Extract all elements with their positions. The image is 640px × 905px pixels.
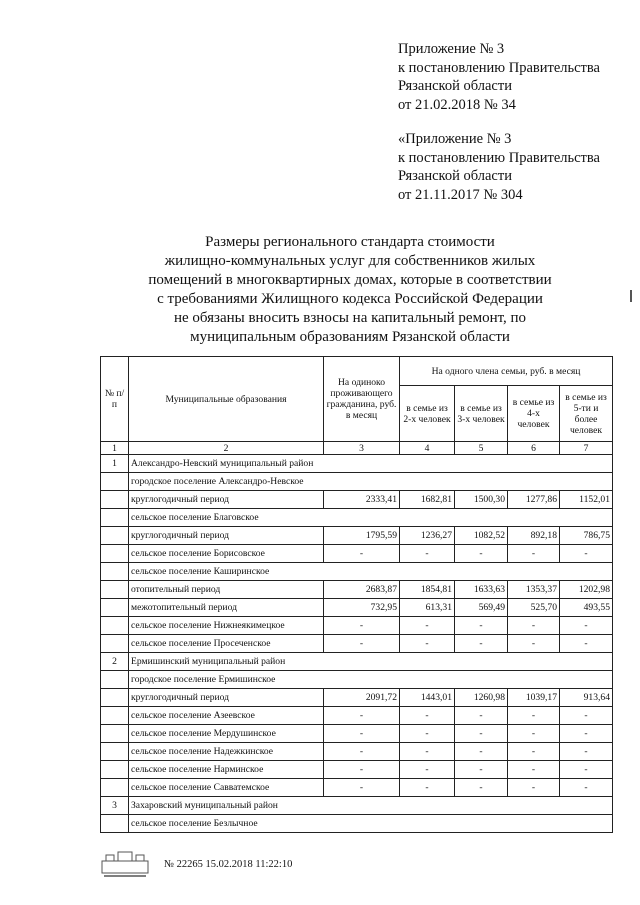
value-cell: - bbox=[400, 743, 455, 761]
value-cell: 786,75 bbox=[560, 527, 613, 545]
row-number bbox=[101, 509, 129, 527]
table-row bbox=[101, 527, 613, 545]
row-number bbox=[101, 689, 129, 707]
index-row bbox=[101, 442, 613, 455]
value-cell: - bbox=[400, 635, 455, 653]
municipality-name: сельское поселение Просеченское bbox=[129, 635, 324, 653]
value-cell: 1082,52 bbox=[455, 527, 508, 545]
table-row bbox=[101, 473, 613, 491]
row-number bbox=[101, 491, 129, 509]
row-number bbox=[101, 617, 129, 635]
row-number bbox=[101, 743, 129, 761]
tariff-table bbox=[100, 356, 613, 833]
value-cell: 1152,01 bbox=[560, 491, 613, 509]
table-row bbox=[101, 509, 613, 527]
value-cell: 1443,01 bbox=[400, 689, 455, 707]
index-cell: 2 bbox=[129, 442, 324, 455]
value-cell: - bbox=[508, 635, 560, 653]
header-family2: в семье из 2-х человек bbox=[400, 386, 455, 442]
row-number bbox=[101, 563, 129, 581]
table-row bbox=[101, 707, 613, 725]
value-cell: 1202,98 bbox=[560, 581, 613, 599]
value-cell: 2683,87 bbox=[324, 581, 400, 599]
appendix-line: Приложение № 3 bbox=[398, 41, 505, 57]
value-cell: 1039,17 bbox=[508, 689, 560, 707]
value-cell: 2333,41 bbox=[324, 491, 400, 509]
header-num: № п/п bbox=[101, 357, 129, 442]
table-row bbox=[101, 581, 613, 599]
value-cell: 1500,30 bbox=[455, 491, 508, 509]
value-cell: - bbox=[455, 707, 508, 725]
value-cell: - bbox=[400, 707, 455, 725]
table-row bbox=[101, 671, 613, 689]
header-municipality: Муниципальные образования bbox=[129, 357, 324, 442]
district-name: Ермишинский муниципальный район bbox=[129, 653, 613, 671]
value-cell: - bbox=[508, 617, 560, 635]
value-cell: 1633,63 bbox=[455, 581, 508, 599]
index-cell: 5 bbox=[455, 442, 508, 455]
appendix-line: к постановлению Правительства bbox=[398, 149, 600, 166]
value-cell: 1353,37 bbox=[508, 581, 560, 599]
municipality-name: сельское поселение Надежкинское bbox=[129, 743, 324, 761]
value-cell: - bbox=[324, 635, 400, 653]
index-cell: 4 bbox=[400, 442, 455, 455]
index-cell: 3 bbox=[324, 442, 400, 455]
title-line: не обязаны вносить взносы на капитальный ремонт, по bbox=[173, 310, 527, 326]
row-number bbox=[101, 635, 129, 653]
district-name: Захаровский муниципальный район bbox=[129, 797, 613, 815]
header-per-member: На одного члена семьи, руб. в месяц bbox=[400, 357, 613, 386]
title-line: жилищно-коммунальных услуг для собственников жилых bbox=[164, 253, 536, 269]
value-cell: - bbox=[455, 725, 508, 743]
municipality-name: сельское поселение Нарминское bbox=[129, 761, 324, 779]
value-cell: - bbox=[508, 707, 560, 725]
municipality-name: сельское поселение Азеевское bbox=[129, 707, 324, 725]
value-cell: 1277,86 bbox=[508, 491, 560, 509]
appendix-current bbox=[398, 40, 634, 114]
value-cell: - bbox=[455, 545, 508, 563]
value-cell: - bbox=[560, 635, 613, 653]
table-row bbox=[101, 599, 613, 617]
value-cell: - bbox=[560, 545, 613, 563]
value-cell: - bbox=[508, 761, 560, 779]
row-number bbox=[101, 527, 129, 545]
header-family3: в семье из 3-х человек bbox=[455, 386, 508, 442]
table-row bbox=[101, 689, 613, 707]
row-number bbox=[101, 779, 129, 797]
value-cell: - bbox=[400, 779, 455, 797]
value-cell: 1854,81 bbox=[400, 581, 455, 599]
table-body bbox=[101, 455, 613, 833]
header-single: На одиноко проживающего гражданина, руб. в месяц bbox=[324, 357, 400, 442]
value-cell: 732,95 bbox=[324, 599, 400, 617]
value-cell: - bbox=[324, 545, 400, 563]
row-number bbox=[101, 545, 129, 563]
registry-stamp-icon bbox=[100, 849, 150, 879]
appendix-line: от 21.02.2018 № 34 bbox=[398, 96, 516, 113]
index-cell: 1 bbox=[101, 442, 129, 455]
value-cell: - bbox=[560, 617, 613, 635]
row-number: 1 bbox=[101, 455, 129, 473]
row-number bbox=[101, 581, 129, 599]
value-cell: - bbox=[324, 725, 400, 743]
municipality-name: сельское поселение Безлычное bbox=[129, 815, 613, 833]
value-cell: - bbox=[455, 635, 508, 653]
value-cell: - bbox=[560, 707, 613, 725]
value-cell: 569,49 bbox=[455, 599, 508, 617]
appendix-line: Рязанской области bbox=[398, 78, 512, 94]
row-number bbox=[101, 707, 129, 725]
value-cell: 493,55 bbox=[560, 599, 613, 617]
value-cell: 1236,27 bbox=[400, 527, 455, 545]
value-cell: - bbox=[508, 725, 560, 743]
municipality-name: круглогодичный период bbox=[129, 527, 324, 545]
index-cell: 6 bbox=[508, 442, 560, 455]
value-cell: 892,18 bbox=[508, 527, 560, 545]
table-row bbox=[101, 653, 613, 671]
appendix-line: к постановлению Правительства bbox=[398, 59, 600, 76]
value-cell: 613,31 bbox=[400, 599, 455, 617]
row-number bbox=[101, 671, 129, 689]
appendix-line: Рязанской области bbox=[398, 168, 512, 184]
title-line: помещений в многоквартирных домах, которые в соответствии bbox=[148, 272, 552, 288]
value-cell: - bbox=[400, 617, 455, 635]
value-cell: - bbox=[560, 725, 613, 743]
municipality-name: городское поселение Ермишинское bbox=[129, 671, 613, 689]
value-cell: 525,70 bbox=[508, 599, 560, 617]
value-cell: - bbox=[400, 761, 455, 779]
value-cell: - bbox=[508, 743, 560, 761]
value-cell: - bbox=[324, 743, 400, 761]
table-row bbox=[101, 815, 613, 833]
row-number bbox=[101, 599, 129, 617]
value-cell: - bbox=[560, 779, 613, 797]
appendix-previous bbox=[398, 130, 634, 204]
value-cell: 1795,59 bbox=[324, 527, 400, 545]
table-row bbox=[101, 491, 613, 509]
title-line: с требованиями Жилищного кодекса Российской Федерации bbox=[157, 291, 543, 307]
document-title bbox=[130, 233, 570, 347]
value-cell: - bbox=[324, 761, 400, 779]
value-cell: - bbox=[560, 761, 613, 779]
row-number bbox=[101, 815, 129, 833]
municipality-name: отопительный период bbox=[129, 581, 324, 599]
index-cell: 7 bbox=[560, 442, 613, 455]
municipality-name: сельское поселение Благовское bbox=[129, 509, 613, 527]
value-cell: - bbox=[324, 617, 400, 635]
municipality-name: круглогодичный период bbox=[129, 491, 324, 509]
table-row bbox=[101, 635, 613, 653]
value-cell: - bbox=[455, 779, 508, 797]
registration-footer bbox=[100, 849, 292, 879]
table-row bbox=[101, 455, 613, 473]
row-number: 3 bbox=[101, 797, 129, 815]
table-row bbox=[101, 725, 613, 743]
value-cell: - bbox=[508, 779, 560, 797]
table-row bbox=[101, 563, 613, 581]
municipality-name: сельское поселение Нижнеякимецкое bbox=[129, 617, 324, 635]
title-line: Размеры регионального стандарта стоимости bbox=[205, 234, 495, 250]
value-cell: - bbox=[400, 725, 455, 743]
value-cell: - bbox=[455, 617, 508, 635]
municipality-name: городское поселение Александро-Невское bbox=[129, 473, 613, 491]
district-name: Александро-Невский муниципальный район bbox=[129, 455, 613, 473]
value-cell: - bbox=[560, 743, 613, 761]
value-cell: - bbox=[455, 761, 508, 779]
value-cell: - bbox=[508, 545, 560, 563]
table-row bbox=[101, 761, 613, 779]
table-row bbox=[101, 743, 613, 761]
header-family4: в семье из 4-х человек bbox=[508, 386, 560, 442]
row-number bbox=[101, 761, 129, 779]
table-row bbox=[101, 617, 613, 635]
value-cell: - bbox=[455, 743, 508, 761]
appendix-line: «Приложение № 3 bbox=[398, 131, 512, 147]
row-number bbox=[101, 725, 129, 743]
row-number: 2 bbox=[101, 653, 129, 671]
municipality-name: сельское поселение Мердушинское bbox=[129, 725, 324, 743]
municipality-name: сельское поселение Савватемское bbox=[129, 779, 324, 797]
title-line: муниципальным образованиям Рязанской области bbox=[190, 329, 510, 345]
header-family5: в семье из 5-ти и более человек bbox=[560, 386, 613, 442]
value-cell: 2091,72 bbox=[324, 689, 400, 707]
value-cell: 1682,81 bbox=[400, 491, 455, 509]
table-row bbox=[101, 545, 613, 563]
municipality-name: межотопительный период bbox=[129, 599, 324, 617]
scan-mark bbox=[630, 290, 632, 302]
row-number bbox=[101, 473, 129, 491]
municipality-name: круглогодичный период bbox=[129, 689, 324, 707]
value-cell: 913,64 bbox=[560, 689, 613, 707]
table-row bbox=[101, 779, 613, 797]
appendix-line: от 21.11.2017 № 304 bbox=[398, 186, 523, 203]
municipality-name: сельское поселение Борисовское bbox=[129, 545, 324, 563]
table-row bbox=[101, 797, 613, 815]
value-cell: - bbox=[324, 779, 400, 797]
value-cell: - bbox=[400, 545, 455, 563]
municipality-name: сельское поселение Каширинское bbox=[129, 563, 613, 581]
registration-number: № 22265 15.02.2018 11:22:10 bbox=[164, 858, 293, 870]
value-cell: - bbox=[324, 707, 400, 725]
value-cell: 1260,98 bbox=[455, 689, 508, 707]
